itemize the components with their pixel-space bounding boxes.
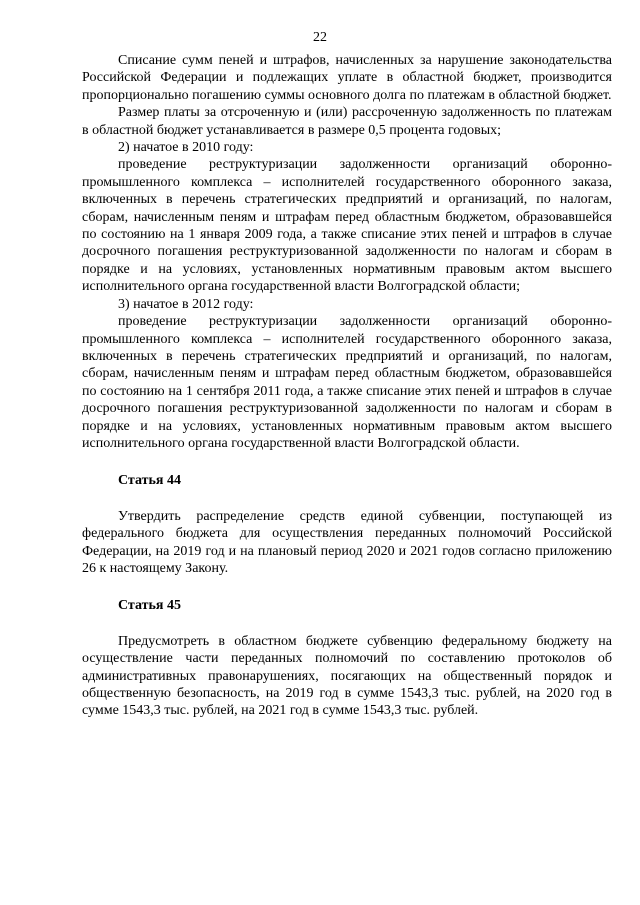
document-body: [82, 52, 612, 720]
article-44-text: Утвердить распределение средств единой субвенции, поступающей из федерального бюджета для осуществления переданных полномочий Российской Федерации, на 2019 год и на плановый период 2020 и 2021 годов согласно приложению 26 к настоящему Закону.: [82, 508, 612, 576]
paragraph-restructuring-2012: проведение реструктуризации задолженности организаций оборонно-промышленного комплекса – исполнителей государственного оборонного заказа, включенных в перечень стратегических предприятий и организаций, по налогам, сборам, начисленным пеням и штрафам перед областным бюджетом, образовавшейся по состоянию на 1 сентября 2011 года, а также списание этих пеней и штрафов в случае досрочного погашения реструктуризованной задолженности по налогам и сборам в порядке и на условиях, установленных нормативным правовым актом высшего исполнительного органа государственной власти Волгоградской области.: [82, 314, 612, 451]
list-item-2010: 2) начатое в 2010 году:: [118, 140, 254, 156]
paragraph-penalty-writeoff: Списание сумм пеней и штрафов, начисленных за нарушение законодательства Российской Федерации и подлежащих уплате в областной бюджет, производится пропорционально погашению суммы основного долга по платежам в областной бюджет.: [82, 53, 612, 103]
article-44-heading: Статья 44: [118, 473, 181, 489]
article-45-text: Предусмотреть в областном бюджете субвенцию федеральному бюджету на осуществление части переданных полномочий по составлению протоколов об административных правонарушениях, посягающих на общественный порядок и общественную безопасность, на 2019 год в сумме 1543,3 тыс. рублей, на 2020 год в сумме 1543,3 тыс. рублей, на 2021 год в сумме 1543,3 тыс. рублей.: [82, 633, 612, 719]
paragraph-deferred-fee: Размер платы за отсроченную и (или) рассроченную задолженность по платежам в областной бюджет устанавливается в размере 0,5 процента годовых;: [82, 105, 612, 138]
article-45-heading: Статья 45: [118, 598, 181, 614]
list-item-2012: 3) начатое в 2012 году:: [118, 296, 254, 312]
page-number: 22: [313, 30, 327, 45]
paragraph-restructuring-2010: проведение реструктуризации задолженности организаций оборонно-промышленного комплекса – исполнителей государственного оборонного заказа, включенных в перечень стратегических предприятий и организаций, по налогам, сборам, начисленным пеням и штрафам перед областным бюджетом, образовавшейся по состоянию на 1 января 2009 года, а также списание этих пеней и штрафов в случае досрочного погашения реструктуризованной задолженности по налогам и сборам в порядке и на условиях, установленных нормативным правовым актом высшего исполнительного органа государственной власти Волгоградской области;: [82, 157, 612, 295]
